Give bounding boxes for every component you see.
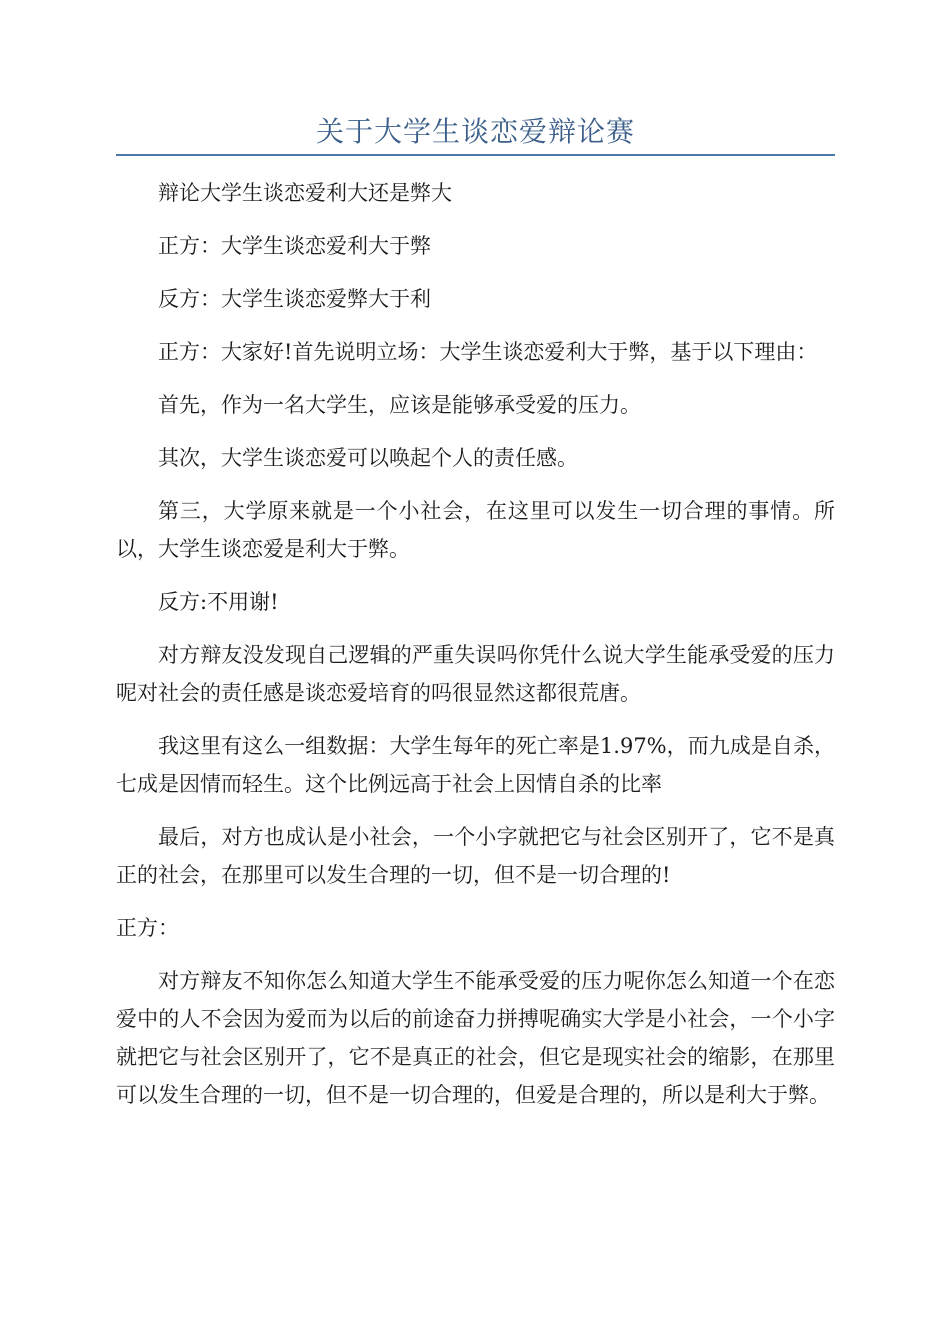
paragraph-third-reason: 第三，大学原来就是一个小社会，在这里可以发生一切合理的事情。所以，大学生谈恋爱是利大于弊。 bbox=[116, 499, 835, 561]
paragraph-affirmative-opening: 正方：大家好!首先说明立场：大学生谈恋爱利大于弊，基于以下理由： bbox=[158, 340, 818, 364]
paragraph-second-reason: 其次，大学生谈恋爱可以唤起个人的责任感。 bbox=[158, 446, 578, 470]
paragraph-topic: 辩论大学生谈恋爱利大还是弊大 bbox=[158, 181, 452, 205]
paragraph-negative-rebuttal-2: 我这里有这么一组数据：大学生每年的死亡率是1.97%，而九成是自杀，七成是因情而轻生。这个比例远高于社会上因情自杀的比率 bbox=[116, 734, 835, 796]
paragraph-affirmative-position: 正方：大学生谈恋爱利大于弊 bbox=[158, 234, 431, 258]
paragraph-negative-opening: 反方:不用谢! bbox=[158, 590, 279, 614]
document-title: 关于大学生谈恋爱辩论赛 bbox=[315, 115, 635, 148]
paragraph-negative-position: 反方：大学生谈恋爱弊大于利 bbox=[158, 287, 431, 311]
paragraph-negative-rebuttal-3: 最后，对方也成认是小社会，一个小字就把它与社会区别开了，它不是真正的社会，在那里可以发生合理的一切，但不是一切合理的! bbox=[116, 825, 835, 887]
paragraph-affirmative-label: 正方： bbox=[116, 916, 179, 940]
paragraph-affirmative-rebuttal: 对方辩友不知你怎么知道大学生不能承受爱的压力呢你怎么知道一个在恋爱中的人不会因为爱而为以后的前途奋力拼搏呢确实大学是小社会，一个小字就把它与社会区别开了，它不是真正的社会，但它是现实社会的缩影，在那里可以发生合理的一切，但不是一切合理的，但爱是合理的，所以是利大于弊。 bbox=[116, 969, 835, 1107]
paragraph-negative-rebuttal-1: 对方辩友没发现自己逻辑的严重失误吗你凭什么说大学生能承受爱的压力呢对社会的责任感是谈恋爱培育的吗很显然这都很荒唐。 bbox=[116, 643, 835, 705]
title-underline bbox=[116, 154, 835, 156]
paragraph-first-reason: 首先，作为一名大学生，应该是能够承受爱的压力。 bbox=[158, 393, 641, 417]
document-body bbox=[116, 174, 835, 1129]
